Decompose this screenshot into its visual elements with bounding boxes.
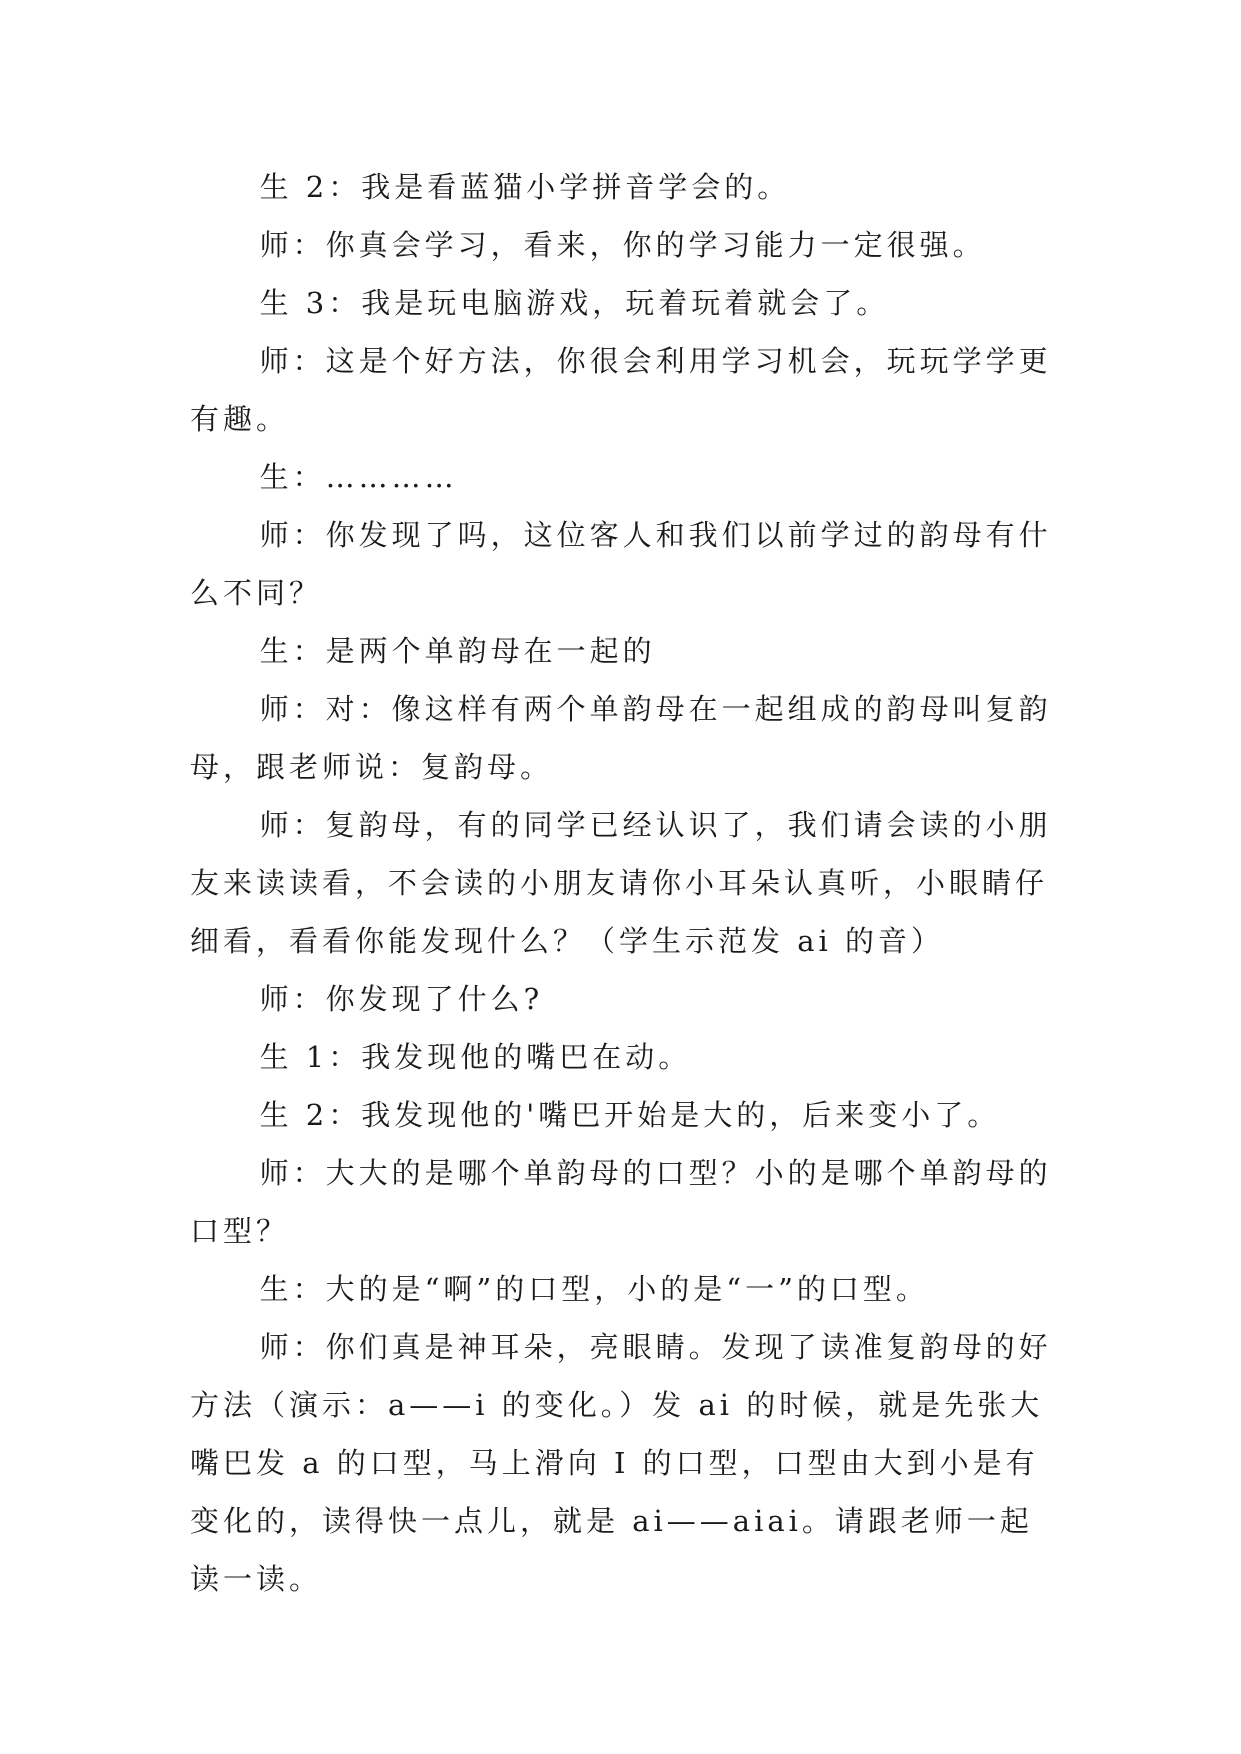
paragraph: 生 1：我发现他的嘴巴在动。 [259,1040,692,1074]
paragraph: 师：你发现了什么? [259,982,544,1016]
paragraph: 生：大的是“啊”的口型，小的是“一”的口型。 [259,1272,929,1306]
paragraph: 生：………… [259,460,458,494]
paragraph: 生 2：我发现他的'嘴巴开始是大的，后来变小了。 [259,1098,1001,1132]
paragraph: 师：这是个好方法，你很会利用学习机会，玩玩学学更有趣。 [190,344,1052,436]
paragraph: 生：是两个单韵母在一起的 [259,634,656,668]
paragraph: 生 2：我是看蓝猫小学拼音学会的。 [259,170,791,204]
paragraph: 师：你真会学习，看来，你的学习能力一定很强。 [259,228,986,262]
paragraph: 生 3：我是玩电脑游戏，玩着玩着就会了。 [259,286,890,320]
paragraph: 师：对：像这样有两个单韵母在一起组成的韵母叫复韵母，跟老师说：复韵母。 [190,692,1052,784]
paragraph: 师：大大的是哪个单韵母的口型？小的是哪个单韵母的口型？ [190,1156,1052,1248]
paragraph: 师：你发现了吗，这位客人和我们以前学过的韵母有什么不同？ [190,518,1052,610]
paragraph: 师：你们真是神耳朵，亮眼睛。发现了读准复韵母的好方法（演示：a——i 的变化。）发 ai 的时候，就是先张大嘴巴发 a 的口型，马上滑向 I 的口型，口型由大到小是有变化的，读得快一点儿，就是 ai——aiai。请跟老师一起读一读。 [190,1330,1052,1596]
paragraph: 师：复韵母，有的同学已经认识了，我们请会读的小朋友来读读看，不会读的小朋友请你小耳朵认真听，小眼睛仔细看，看看你能发现什么？（学生示范发 ai 的音） [190,808,1052,958]
document-body [190,158,1060,1608]
